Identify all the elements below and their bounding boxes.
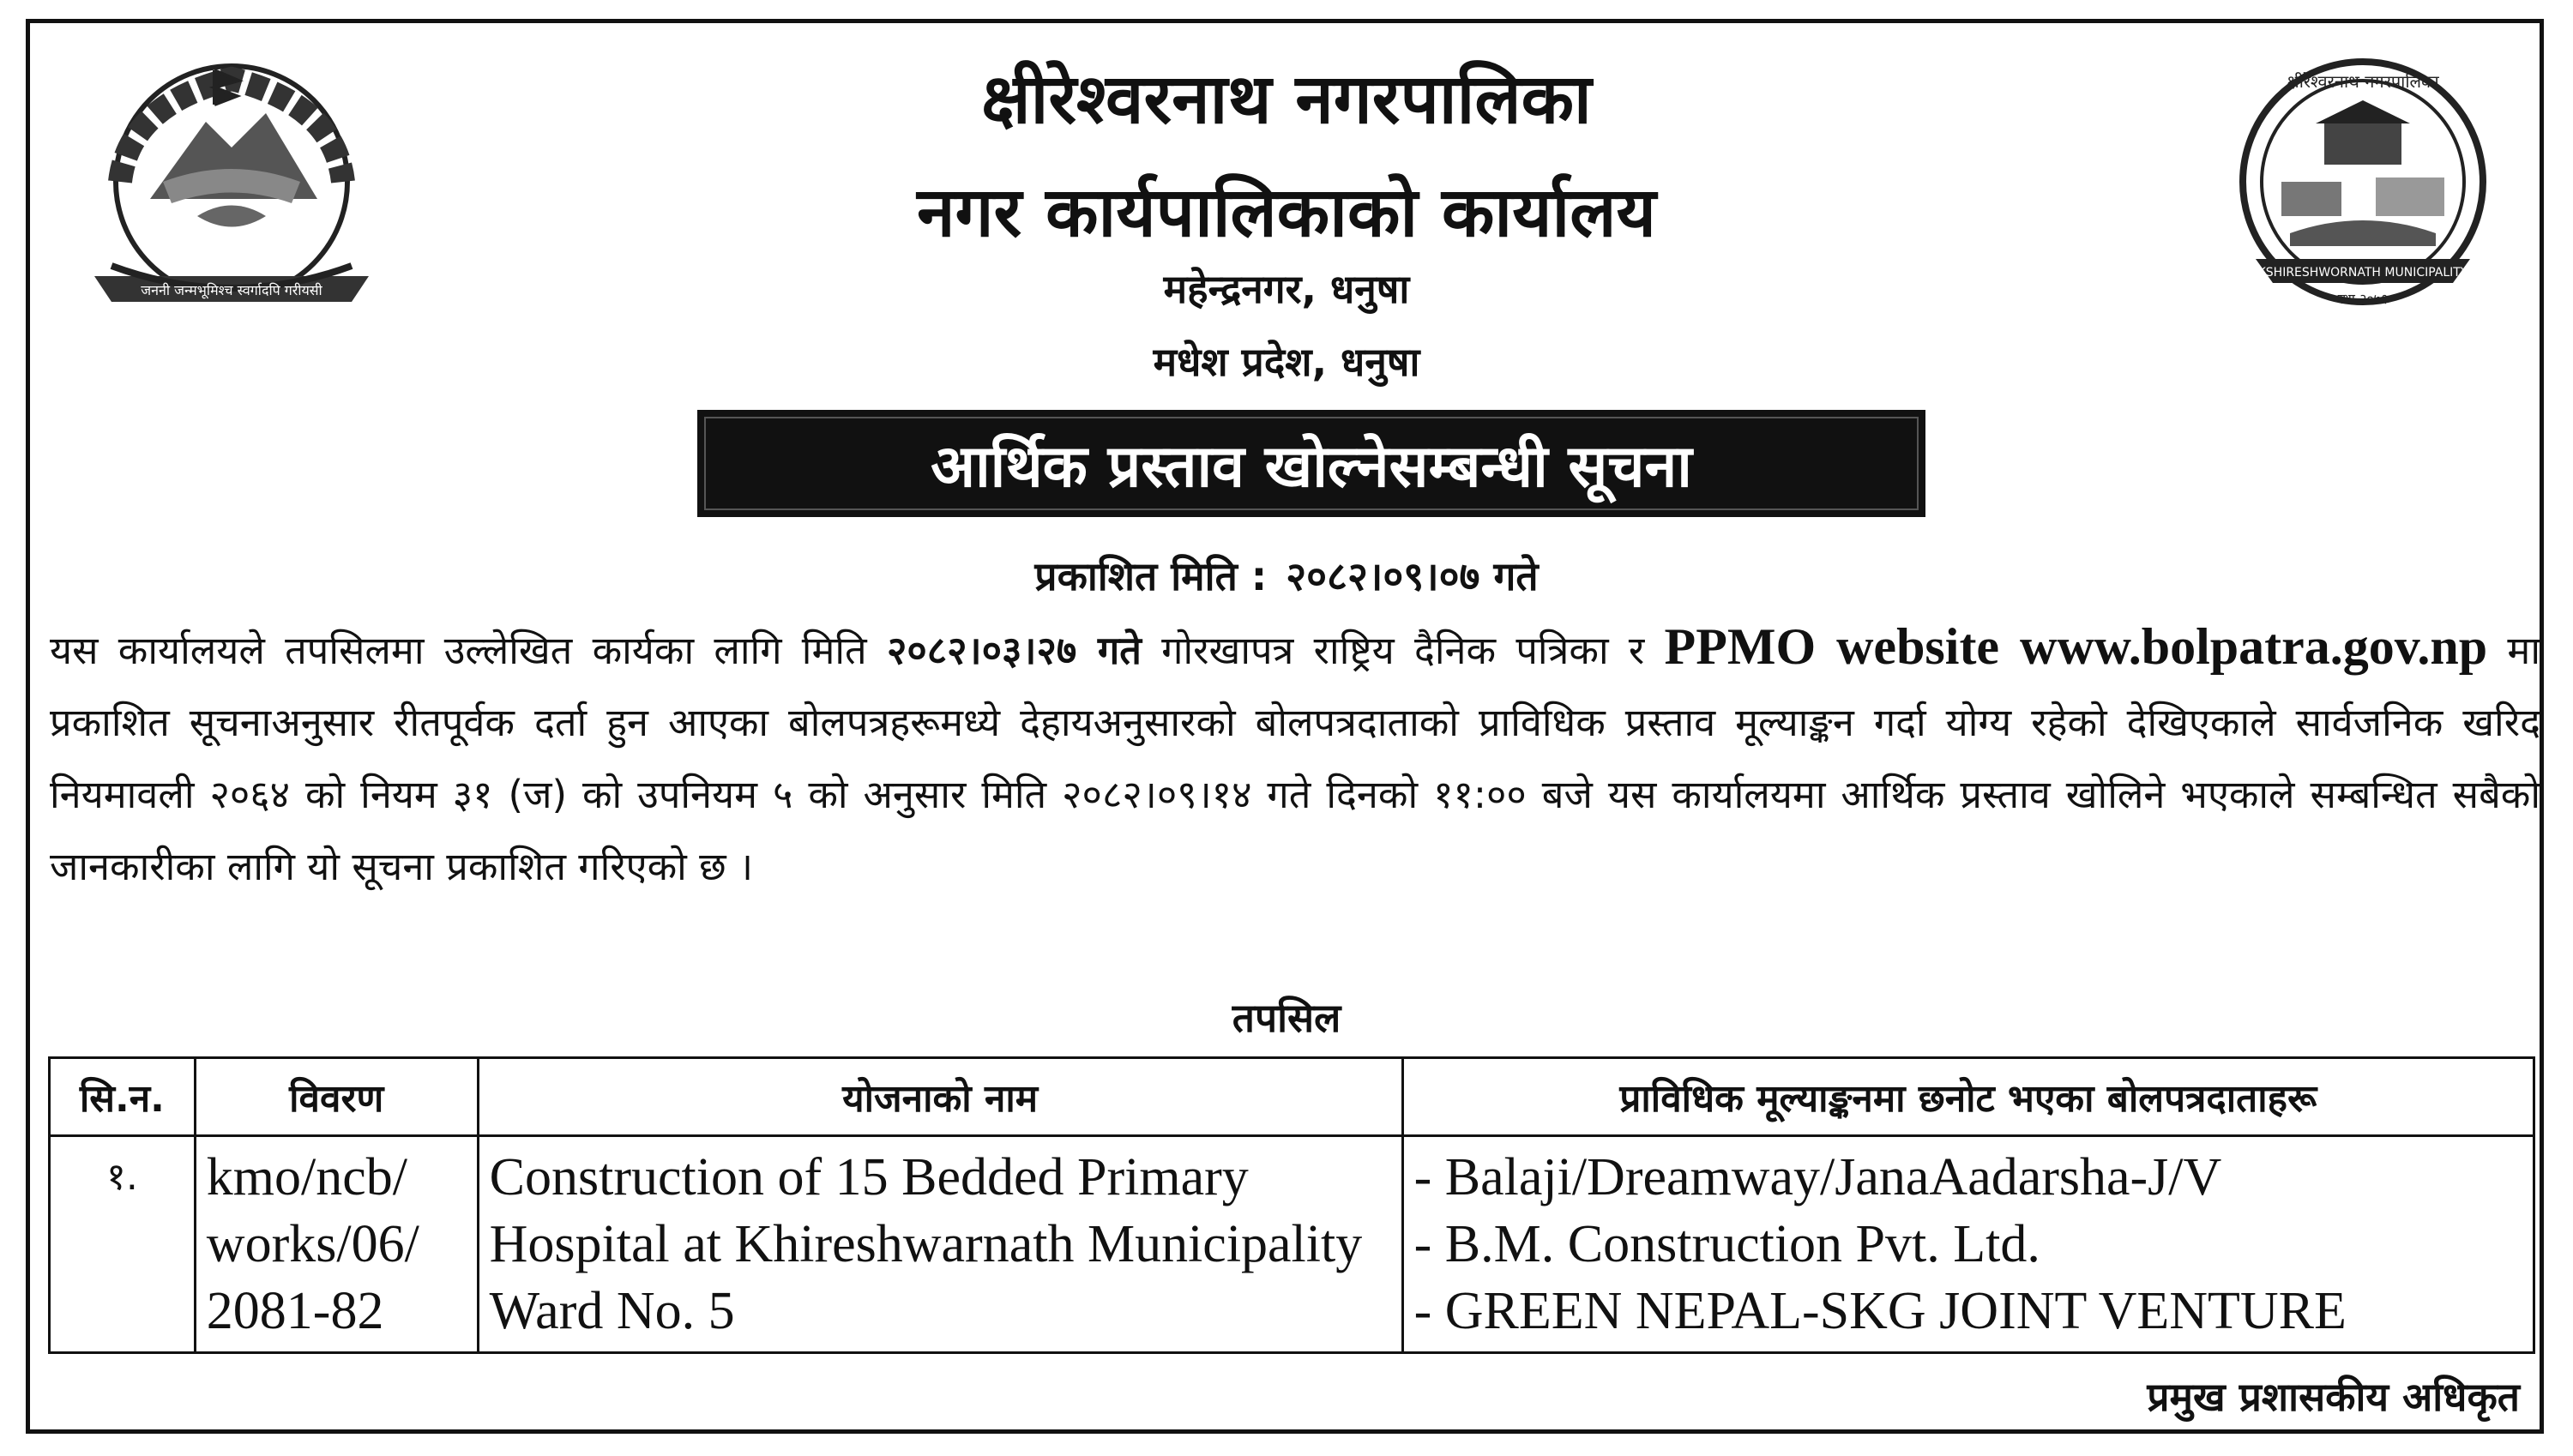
cell-project-name: Construction of 15 Bedded Primary Hospital at Khireshwarnath Municipality Ward No. 5 <box>478 1136 1402 1353</box>
bidder-item: - GREEN NEPAL-SKG JOINT VENTURE <box>1413 1282 2347 1340</box>
body-ppmo-website: PPMO website www.bolpatra.gov.np <box>1664 618 2488 675</box>
notice-body <box>50 611 2540 903</box>
bidder-item: - Balaji/Dreamway/JanaAadarsha-J/V <box>1413 1148 2222 1206</box>
body-text-3: मा प्रकाशित सूचनाअनुसार रीतपूर्वक दर्ता हुन आएका बोलपत्रहरूमध्ये देहायअनुसारको बोलपत्रदाताको प्राविधिक प्रस्ताव मूल्याङ्कन गर्दा योग्य रहेको देखिएकाले सार्वजनिक खरिद नियमावली २०६४ को नियम ३१ (ज) को उपनियम ५ को अनुसार मिति २०८२।०९।१४ गते दिनको ११:०० बजे यस कार्यालयमा आर्थिक प्रस्ताव खोलिने भएकाले सम्बन्धित सबैको जानकारीका लागि यो सूचना प्रकाशित गरिएको छ । <box>50 628 2540 889</box>
notice-banner <box>697 410 1925 517</box>
cell-reference: kmo/ncb/ works/06/ 2081-82 <box>195 1136 478 1353</box>
col-header-project-name: योजनाको नाम <box>478 1058 1402 1136</box>
svg-text:क्षीरेश्वरनाथ नगरपालिका: क्षीरेश्वरनाथ नगरपालिका <box>2287 71 2439 92</box>
notice-title: आर्थिक प्रस्ताव खोल्नेसम्बन्धी सूचना <box>931 433 1692 501</box>
col-header-serial: सि.न. <box>50 1058 196 1136</box>
svg-text:स्था २०७१: स्था २०७१ <box>2337 291 2389 307</box>
body-date: २०८२।०३।२७ गते <box>886 628 1142 673</box>
address-line-1: महेन्द्रनगर, धनुषा <box>1163 266 1410 312</box>
svg-text:जननी जन्मभूमिश्च स्वर्गादपि गर: जननी जन्मभूमिश्च स्वर्गादपि गरीयसी <box>141 282 322 298</box>
body-text-1: यस कार्यालयले तपसिलमा उल्लेखित कार्यका लागि मिति <box>50 628 887 673</box>
signature-title: प्रमुख प्रशासकीय अधिकृत <box>2147 1374 2520 1420</box>
col-header-reference: विवरण <box>195 1058 478 1136</box>
office-title: नगर कार्यपालिकाको कार्यालय <box>917 172 1656 252</box>
col-header-bidders: प्राविधिक मूल्याङ्कनमा छनोट भएका बोलपत्रदाताहरू <box>1402 1058 2534 1136</box>
cell-bidders <box>1402 1136 2534 1353</box>
body-text-2: गोरखापत्र राष्ट्रिय दैनिक पत्रिका र <box>1141 628 1665 673</box>
bidder-item: - B.M. Construction Pvt. Ltd. <box>1413 1215 2040 1273</box>
schedule-heading: तपसिल <box>1232 995 1341 1041</box>
svg-text:KSHIRESHWORNATH MUNICIPALITY: KSHIRESHWORNATH MUNICIPALITY <box>2257 266 2468 280</box>
bidders-table <box>48 1056 2535 1354</box>
address-line-2: मधेश प्रदेश, धनुषा <box>1153 339 1420 385</box>
published-date-label: प्रकाशित मिति : <box>1034 553 1268 599</box>
table-header-row <box>50 1058 2534 1136</box>
published-date-value: २०८२।०९।०७ गते <box>1286 553 1539 599</box>
published-date-line <box>0 549 2573 602</box>
municipality-title: क्षीरेश्वरनाथ नगरपालिका <box>981 59 1592 139</box>
table-row <box>50 1136 2534 1353</box>
cell-serial: १. <box>50 1136 196 1353</box>
